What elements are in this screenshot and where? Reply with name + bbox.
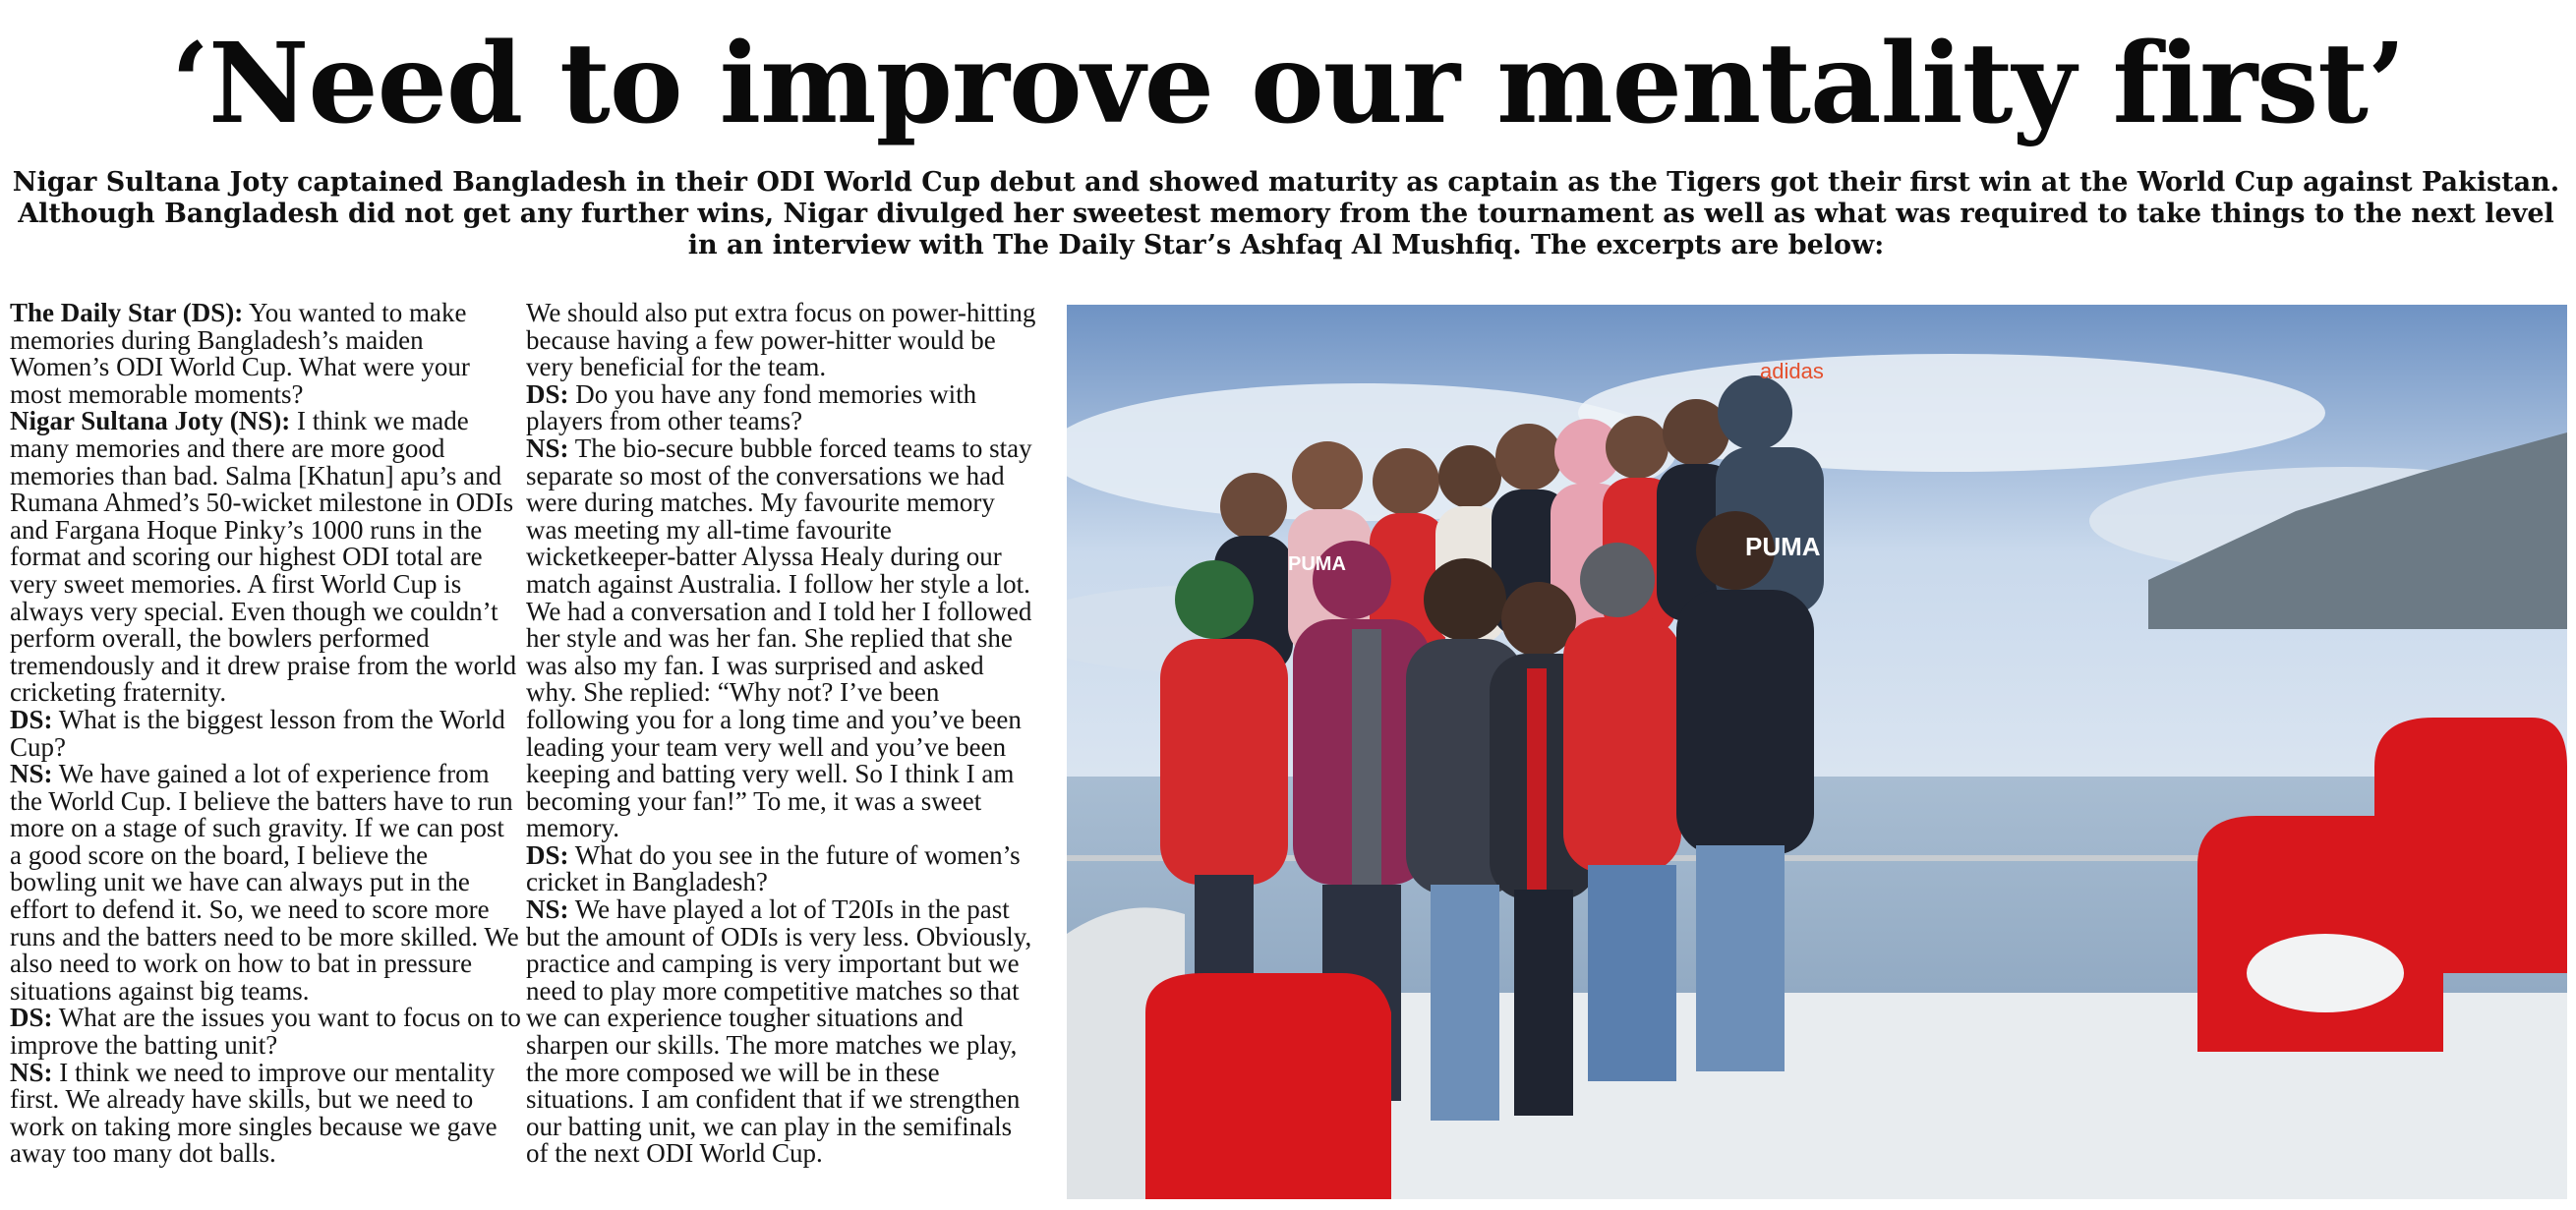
- qa-paragraph: [526, 432, 1037, 843]
- qa-paragraph: [10, 704, 521, 762]
- paragraph-text: We should also put extra focus on power-hitting because having a few power-hitter would be very beneficial for the team.: [526, 298, 1036, 382]
- speaker-label: NS:: [526, 894, 569, 925]
- paragraph-text: What is the biggest lesson from the World Cup?: [10, 704, 505, 762]
- speaker-label: NS:: [10, 759, 53, 789]
- team-photo: [1067, 305, 2567, 1199]
- speaker-label: NS:: [10, 1057, 53, 1087]
- qa-paragraph: [10, 761, 521, 1005]
- qa-paragraph: [10, 1005, 521, 1059]
- paragraph-text: We have gained a lot of experience from the World Cup. I believe the batters have to run more on a stage of such gravity. If we can post a good score on the board, I believe the bowling unit we have can always put in the effort to defend it. So, we need to score more runs and the batters need to be more skilled. We also need to work on how to bat in pressure situations against big teams.: [10, 759, 519, 1006]
- speaker-label: DS:: [10, 1003, 53, 1033]
- speaker-label: Nigar Sultana Joty (NS):: [10, 406, 291, 436]
- qa-paragraph: [10, 1057, 521, 1169]
- red-seat: [2374, 718, 2567, 973]
- qa-paragraph: [10, 300, 521, 408]
- qa-paragraph: [10, 408, 521, 707]
- article-column-1: [10, 300, 521, 1168]
- paragraph-text: The bio-secure bubble forced teams to stay separate so most of the conversations we had were during matches. My favourite memory was meeting my all-time favourite wicketkeeper-batter Alyssa Healy during our match against Australia. I follow her style a lot. We had a conversation and I told her I followed her style and was her fan. She replied that she was also my fan. I was surprised and asked why. She replied: “Why not? I’ve been following you for a long time and you’ve been leading your team very well and you’ve been keeping and batting very well. So I think I am becoming your fan!” To me, it was a sweet memory.: [526, 432, 1032, 843]
- paragraph-text: What do you see in the future of women’s cricket in Bangladesh?: [526, 839, 1021, 897]
- paragraph-text: I think we made many memories and there are more good memories than bad. Salma [Khatun] apu’s and Rumana Ahmed’s 50-wicket milestone in ODIs and Fargana Hoque Pinky’s 1000 runs in the format and scoring our highest ODI total are very sweet memories. A first World Cup is always very special. Even though we couldn’t perform overall, the bowlers performed tremendously and it drew praise from the world cricketing fraternity.: [10, 406, 517, 708]
- jersey-logo: adidas: [1760, 359, 1824, 383]
- speaker-label: NS:: [526, 432, 569, 463]
- jersey-logo: PUMA: [1288, 553, 1346, 575]
- intro-paragraph: Nigar Sultana Joty captained Bangladesh in their ODI World Cup debut and showed maturity as captain as the Tigers got their first win at the World Cup against Pakistan. Although Bangladesh did not get any further wins, Nigar divulged her sweetest memory from the tournament as well as what was required to take things to the next level in an interview with The Daily Star’s Ashfaq Al Mushfiq. The excerpts are below:: [12, 167, 2560, 260]
- speaker-label: DS:: [10, 704, 53, 734]
- red-seat: [1145, 973, 1391, 1199]
- qa-paragraph: [526, 378, 1037, 436]
- speaker-label: The Daily Star (DS):: [10, 298, 244, 327]
- qa-paragraph: [526, 839, 1037, 897]
- paragraph-text: What are the issues you want to focus on to improve the batting unit?: [10, 1003, 521, 1061]
- qa-paragraph: [526, 896, 1037, 1168]
- jersey-logo: PUMA: [1745, 532, 1821, 561]
- team-photo-illustration: [1067, 305, 2567, 1199]
- speaker-label: DS:: [526, 839, 569, 870]
- qa-paragraph: [526, 300, 1037, 381]
- bag: [2247, 934, 2404, 1012]
- headline: ‘Need to improve our mentality first’: [170, 20, 2406, 148]
- paragraph-text: I think we need to improve our mentality first. We already have skills, but we need to work on taking more singles because we gave away too many dot balls.: [10, 1057, 498, 1169]
- article-column-2: [526, 300, 1037, 1168]
- paragraph-text: You wanted to make memories during Bangladesh’s maiden Women’s ODI World Cup. What were your most memorable moments?: [10, 298, 470, 409]
- speaker-label: DS:: [526, 378, 569, 409]
- paragraph-text: Do you have any fond memories with players from other teams?: [526, 378, 977, 436]
- paragraph-text: We have played a lot of T20Is in the past but the amount of ODIs is very less. Obviously, practice and camping is very important but we need to play more competitive matches so that we can experience tougher situations and sharpen our skills. The more matches we play, the more composed we will be in these situations. I am confident that if we strengthen our batting unit, we can play in the semifinals of the next ODI World Cup.: [526, 894, 1032, 1169]
